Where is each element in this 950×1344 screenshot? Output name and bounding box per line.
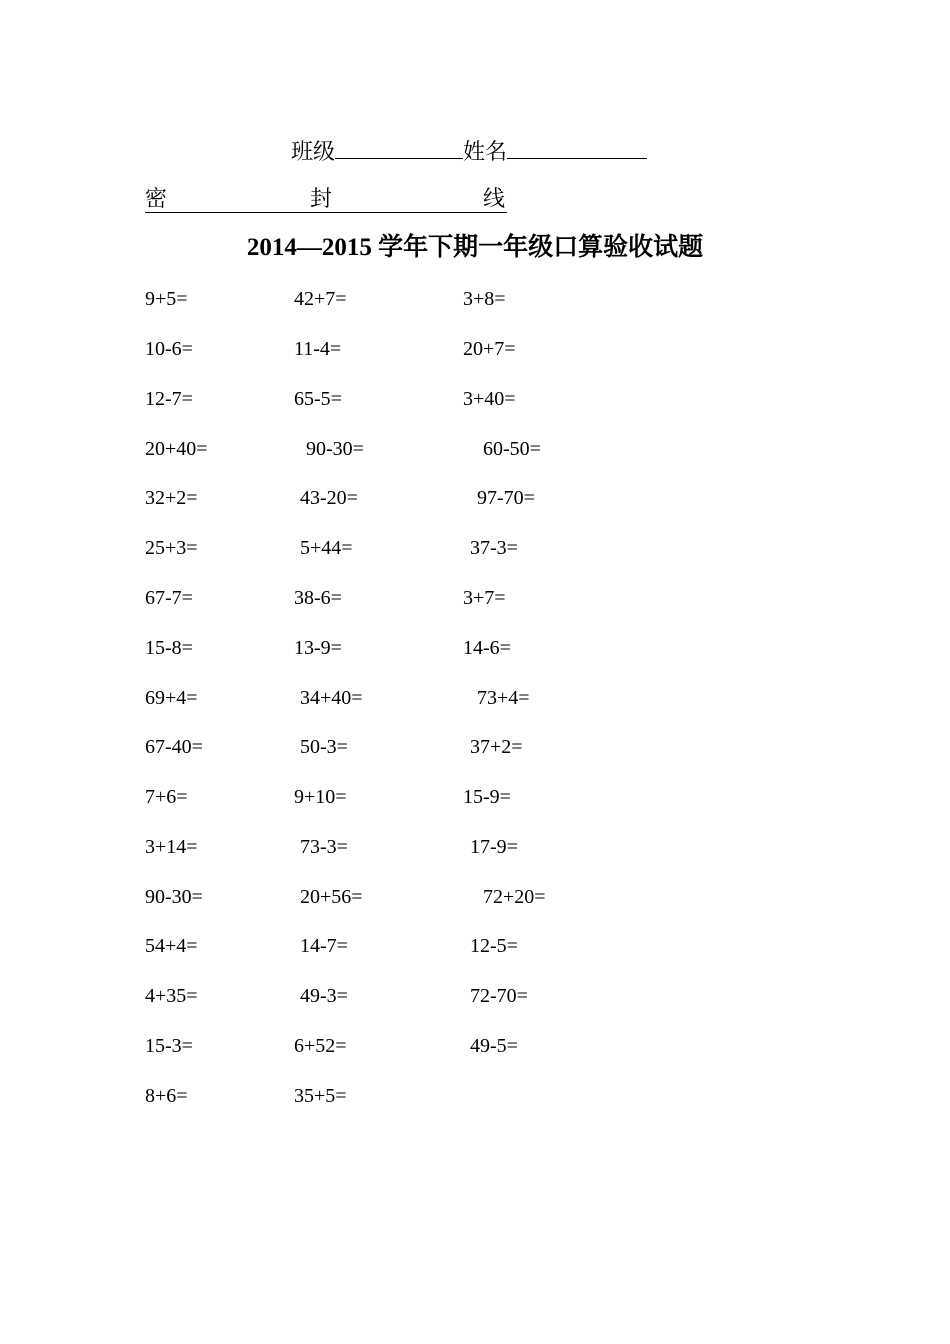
problem-item: 14-7=: [300, 935, 348, 957]
problem-item: 50-3=: [300, 736, 348, 758]
problem-item: 15-3=: [145, 1035, 193, 1057]
problem-item: 67-40=: [145, 736, 203, 758]
problem-item: 13-9=: [294, 637, 342, 659]
problem-item: 4+35=: [145, 985, 198, 1007]
problem-item: 9+10=: [294, 786, 347, 808]
problem-item: 69+4=: [145, 687, 198, 709]
problem-item: 20+40=: [145, 438, 208, 460]
problem-item: 49-3=: [300, 985, 348, 1007]
problem-item: 3+14=: [145, 836, 198, 858]
exam-title: 2014—2015 学年下期一年级口算验收试题: [246, 234, 704, 261]
problem-item: 7+6=: [145, 786, 188, 808]
class-label: 班级: [291, 139, 336, 164]
problem-item: 42+7=: [294, 288, 347, 310]
problem-item: 6+52=: [294, 1035, 347, 1057]
problem-item: 38-6=: [294, 587, 342, 609]
problem-item: 34+40=: [300, 687, 363, 709]
problem-item: 20+56=: [300, 886, 363, 908]
problem-item: 12-7=: [145, 388, 193, 410]
problem-item: 97-70=: [477, 487, 535, 509]
seal-char-2: 封: [310, 186, 333, 211]
problem-item: 60-50=: [483, 438, 541, 460]
problem-item: 54+4=: [145, 935, 198, 957]
seal-line: [145, 186, 507, 213]
problem-item: 73+4=: [477, 687, 530, 709]
problem-item: 8+6=: [145, 1085, 188, 1107]
problem-item: 37-3=: [470, 537, 518, 559]
student-info-line: [291, 136, 647, 165]
problem-item: 90-30=: [145, 886, 203, 908]
class-blank: [335, 136, 463, 159]
seal-char-1: 密: [145, 186, 168, 211]
problem-item: 72+20=: [483, 886, 546, 908]
name-label: 姓名: [463, 139, 508, 164]
problem-item: 67-7=: [145, 587, 193, 609]
problem-item: 3+40=: [463, 388, 516, 410]
problem-item: 15-8=: [145, 637, 193, 659]
problem-item: 73-3=: [300, 836, 348, 858]
seal-char-3: 线: [483, 186, 506, 211]
problem-item: 12-5=: [470, 935, 518, 957]
problem-item: 3+7=: [463, 587, 506, 609]
problem-item: 49-5=: [470, 1035, 518, 1057]
problem-item: 32+2=: [145, 487, 198, 509]
problem-item: 5+44=: [300, 537, 353, 559]
problem-item: 11-4=: [294, 338, 342, 360]
problem-item: 17-9=: [470, 836, 518, 858]
problem-item: 90-30=: [306, 438, 364, 460]
problem-item: 72-70=: [470, 985, 528, 1007]
problem-item: 15-9=: [463, 786, 511, 808]
problem-item: 65-5=: [294, 388, 342, 410]
problem-item: 10-6=: [145, 338, 193, 360]
problem-item: 25+3=: [145, 537, 198, 559]
problem-item: 43-20=: [300, 487, 358, 509]
problem-item: 14-6=: [463, 637, 511, 659]
problem-item: 20+7=: [463, 338, 516, 360]
problem-item: 37+2=: [470, 736, 523, 758]
problem-item: 35+5=: [294, 1085, 347, 1107]
name-blank: [507, 136, 647, 159]
problem-item: 3+8=: [463, 288, 506, 310]
problem-item: 9+5=: [145, 288, 188, 310]
